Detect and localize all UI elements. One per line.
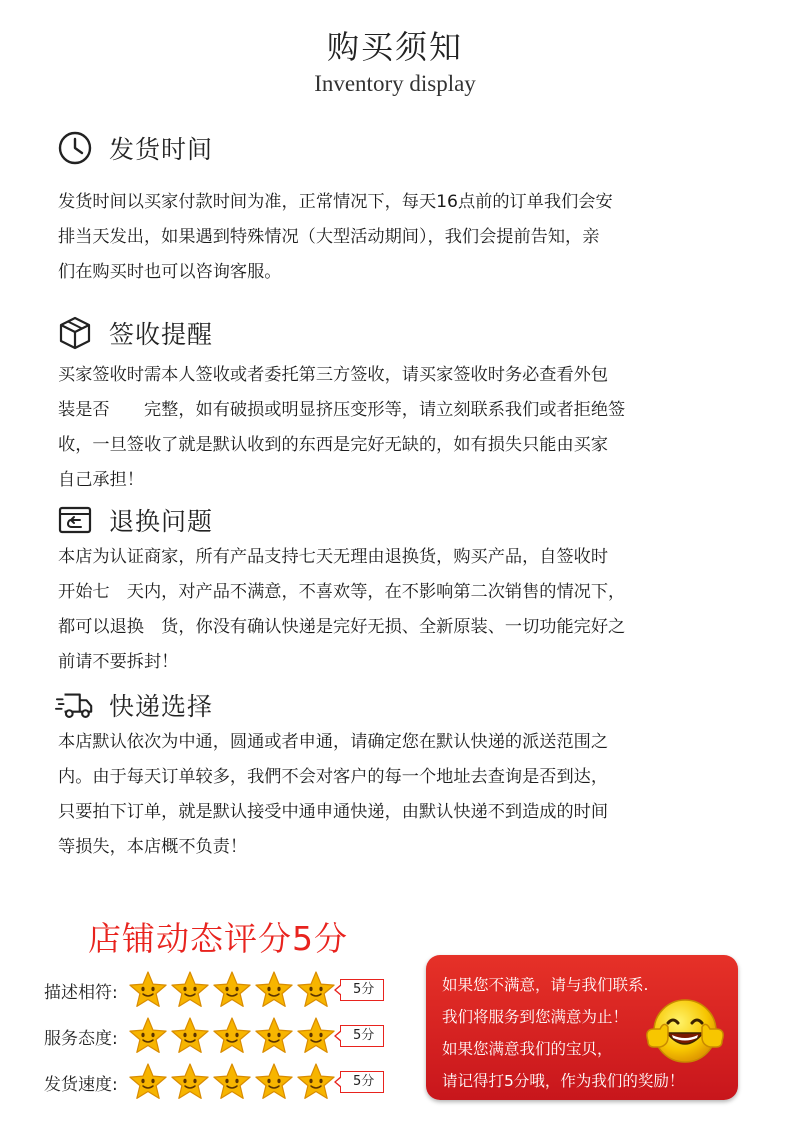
star-icon xyxy=(296,1016,336,1056)
rating-row-service xyxy=(44,1014,384,1058)
score-badge: 5分 xyxy=(340,1025,384,1047)
text-line: 内。由于每天订单较多，我們不会对客户的每一个地址去查询是否到达， xyxy=(58,767,609,787)
rating-row-shipping-speed xyxy=(44,1060,384,1104)
text-line: 只要拍下订单，就是默认接受中通申通快递，由默认快递不到造成的时间 xyxy=(58,802,609,822)
rating-label: 服务态度: xyxy=(44,1028,118,1049)
return-icon xyxy=(55,500,95,540)
clock-icon xyxy=(55,128,95,168)
star-icon xyxy=(170,1062,210,1102)
notice-line: 我们将服务到您满意为止！ xyxy=(442,1008,629,1026)
box-icon xyxy=(55,313,95,353)
star-icon xyxy=(128,1062,168,1102)
notice-line: 如果您不满意，请与我们联系. xyxy=(442,976,649,994)
section-courier-text xyxy=(58,725,708,865)
text-line: 自己承担！ xyxy=(58,470,144,490)
delivery-truck-icon xyxy=(55,685,95,725)
text-line: 等损失，本店概不负责！ xyxy=(58,837,248,857)
notice-line: 如果您满意我们的宝贝， xyxy=(442,1040,613,1058)
section-receipt-text xyxy=(58,358,708,498)
section-returns-header xyxy=(55,500,213,540)
star-icon xyxy=(296,970,336,1010)
text-line: 发货时间以买家付款时间为准，正常情况下，每天16点前的订单我们会安 xyxy=(58,192,613,212)
star-rating xyxy=(128,970,338,1010)
smiley-thumbs-up-icon xyxy=(640,993,730,1077)
star-rating xyxy=(128,1062,338,1102)
text-line: 收，一旦签收了就是默认收到的东西是完好无缺的，如有损失只能由买家 xyxy=(58,435,609,455)
notice-line: 请记得打5分哦，作为我们的奖励！ xyxy=(442,1072,685,1090)
section-receipt-header xyxy=(55,313,213,353)
section-shipping-time-text xyxy=(58,185,708,290)
text-line: 开始七 天内，对产品不满意，不喜欢等，在不影响第二次销售的情况下， xyxy=(58,582,626,602)
star-icon xyxy=(212,970,252,1010)
star-icon xyxy=(254,1016,294,1056)
notice-card xyxy=(426,955,738,1100)
text-line: 买家签收时需本人签收或者委托第三方签收，请买家签收时务必查看外包 xyxy=(58,365,609,385)
star-icon xyxy=(170,970,210,1010)
star-icon xyxy=(254,970,294,1010)
section-courier-header xyxy=(55,685,213,725)
star-icon xyxy=(254,1062,294,1102)
text-line: 排当天发出，如果遇到特殊情况（大型活动期间），我们会提前告知，亲 xyxy=(58,227,600,247)
text-line: 前请不要拆封！ xyxy=(58,652,179,672)
section-shipping-time-header xyxy=(55,128,213,168)
text-line: 本店为认证商家，所有产品支持七天无理由退换货，购买产品，自签收时 xyxy=(58,547,609,567)
page-subtitle: Inventory display xyxy=(314,71,476,96)
score-badge: 5分 xyxy=(340,979,384,1001)
text-line: 们在购买时也可以咨询客服。 xyxy=(58,262,282,282)
section-heading: 发货时间 xyxy=(109,135,214,164)
page-title: 购买须知 xyxy=(326,28,463,66)
star-icon xyxy=(212,1062,252,1102)
star-icon xyxy=(296,1062,336,1102)
section-heading: 签收提醒 xyxy=(109,320,214,349)
rating-label: 发货速度: xyxy=(44,1074,118,1095)
score-badge: 5分 xyxy=(340,1071,384,1093)
text-line: 本店默认依次为中通，圆通或者申通，请确定您在默认快递的派送范围之 xyxy=(58,732,609,752)
section-heading: 退换问题 xyxy=(109,507,214,536)
star-icon xyxy=(212,1016,252,1056)
star-icon xyxy=(170,1016,210,1056)
star-rating xyxy=(128,1016,338,1056)
section-returns-text xyxy=(58,540,708,680)
star-icon xyxy=(128,970,168,1010)
text-line: 都可以退换 货，你没有确认快递是完好无损、全新原装、一切功能完好之 xyxy=(58,617,626,637)
rating-row-description xyxy=(44,968,384,1012)
rating-title: 店铺动态评分5分 xyxy=(88,919,348,958)
star-icon xyxy=(128,1016,168,1056)
section-heading: 快递选择 xyxy=(109,692,214,721)
rating-label: 描述相符: xyxy=(44,982,118,1003)
text-line: 装是否 完整，如有破损或明显挤压变形等，请立刻联系我们或者拒绝签 xyxy=(58,400,626,420)
